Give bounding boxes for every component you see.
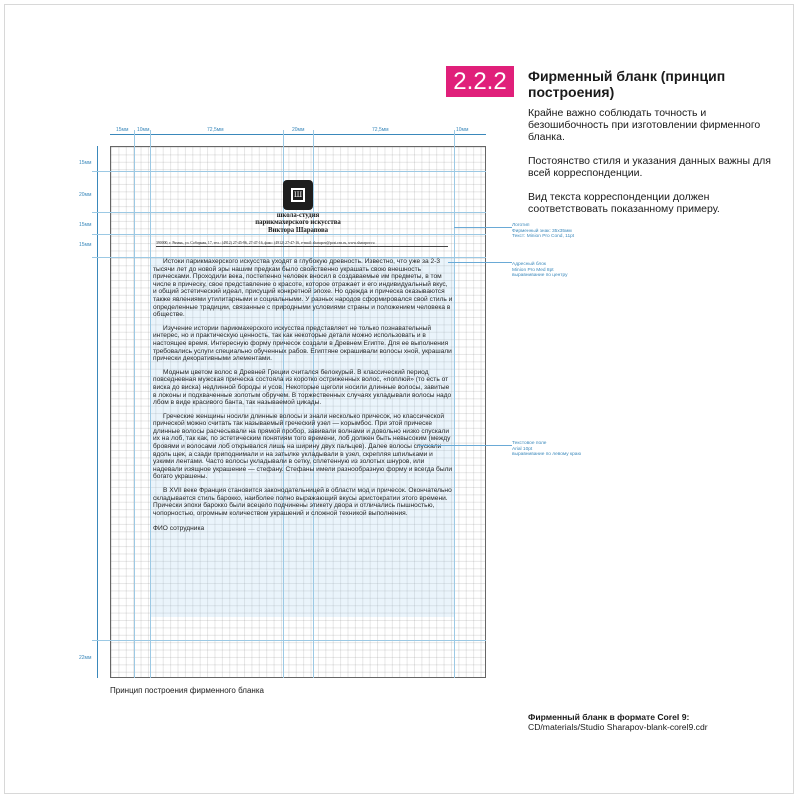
- callout-line: выравнивание по центру: [512, 273, 568, 279]
- callout-line: Адресный блок: [512, 262, 546, 267]
- figure-caption: Принцип построения фирменного бланка: [110, 686, 264, 695]
- dimension-label: 15мм: [79, 160, 92, 166]
- left-dimension-line: [97, 146, 98, 678]
- dimension-label: 20мм: [79, 192, 92, 198]
- guide-line: [92, 171, 486, 172]
- school-name-line: парикмахерского искусства: [255, 219, 341, 227]
- letter-paragraph: Истоки парикмахерского искусства уходят в глубокую древность. Известно, что уже за 2-3 тысячи лет до новой эры нашим предкам было свойственно украшать свою внешность прическами. Проходили века, постепенно человек вносил в создаваемые им предметы, в том числе в прическу, свое представление о красоте, которое отражает и его индивидуальный вкус, и общий эстетический идеал, присущий конкретной эпохе. Но одежда и прическа оказываются также явлениями утилитарными и социальными. У разных народов сформировался свой стиль и определенные традиции, связанные с природными условиями страны и положением человека в обществе.: [153, 258, 453, 319]
- dimension-label: 72,5мм: [207, 127, 224, 133]
- dimension-label: 22мм: [79, 655, 92, 661]
- callout-leader: [418, 445, 512, 446]
- description-paragraph: Постоянство стиля и указания данных важны для всей корреспонденции.: [528, 155, 771, 179]
- callout-line: Фирменный знак: 35х35мм: [512, 228, 572, 234]
- top-dimension-line: [110, 134, 486, 135]
- corel-path: CD/materials/Studio Sharapov-blank-corel9.cdr: [528, 722, 708, 732]
- dimension-label: 15мм: [79, 242, 92, 248]
- letter-paragraph: Изучение истории парикмахерского искусства представляет не только познавательный интерес, но и практическую ценность, так как некоторые детали можно использовать и в настоящее время. Интересную форму причесок создали в Древнем Египте. Для ее выполнения требовались услуги специально обученных рабов. Египтяне окрашивали волосы хной, украшали прически декоративными элементами.: [153, 324, 452, 363]
- callout-line: Arial 10pt: [512, 446, 533, 452]
- description-paragraph: Вид текста корреспонденции должен соответствовать показанному примеру.: [528, 191, 720, 215]
- school-name: [230, 212, 366, 234]
- description-paragraph: Крайне важно соблюдать точность и безошибочность при изготовлении фирменного бланка.: [528, 107, 761, 143]
- section-title: Фирменный бланк (принцип построения): [528, 68, 726, 100]
- callout-leader: [454, 227, 512, 228]
- dimension-label: 10мм: [137, 127, 150, 133]
- callout-line: Текст: Minion Pro Cond, 11pt: [512, 234, 575, 240]
- callout-line: Логотип: [512, 223, 530, 228]
- callout-address: [512, 262, 568, 279]
- address-line: 390000, г. Рязань, ул. Соборная, 17, тел.: (4912) 27-45-96, 27-47-16, факс: (4912) 27-47-16, e-mail: sharapov@post.rzn.ru, www.sharapov.ru: [156, 241, 448, 247]
- school-logo-icon: Ш: [283, 180, 313, 210]
- dimension-label: 10мм: [456, 127, 469, 133]
- signature-line: ФИО сотрудника: [153, 525, 205, 533]
- dimension-label: 72,5мм: [372, 127, 389, 133]
- guide-line: [92, 640, 486, 641]
- dimension-label: 15мм: [116, 127, 129, 133]
- section-description: [528, 107, 778, 227]
- letter-paragraph: В XVII веке Франция становится законодательницей в области мод и причесок. Окончательно складывается стиль барокко, наиболее полно выражающий вкусы аристократии этого времени. Прически эпохи барокко были всецело подчинены этикету двора и отличались пышностью, чопорностью, огромным количеством украшений и сложной техникой выполнения.: [153, 487, 452, 517]
- callout-logo: [512, 223, 574, 240]
- section-number-badge: 2.2.2: [446, 66, 514, 97]
- dimension-label: 20мм: [292, 127, 305, 133]
- letter-paragraph: Модным цветом волос в Древней Греции считался белокурый. В классический период повседневная мужская прическа состояла из коротко остриженных волос, «поплюй» (то есть от виска до виска) недлинной бороды и усов. Некоторые щеголи носили длинные волосы, завитые в локоны и подхваченные золотым обручем. В торжественных случаях укладывали волосы надо лбом в виде красивого банта, так называемой цикады.: [153, 368, 452, 407]
- callout-leader: [448, 262, 512, 263]
- school-name-line: Виктора Шарапова: [267, 226, 329, 234]
- letter-paragraph: Греческие женщины носили длинные волосы и знали несколько причесок, но классической прической можно считать так называемый греческий узел — корымбос. При этой прическе длинные волосы расчесывали на прямой пробор, завивали волнами и довольно низко спускали их на лоб, так как, по эстетическим понятиям того времени, лоб должен быть невысоким (между бровями и волосами лоб открывался лишь на ширину двух пальцев). Далее волосы спускали вдоль щек, а сзади приподнимали и на затылке укладывали в узел, скрепляя шпильками и узкими лентами. Часто волосы укладывали в сетку, сплетенную из золотых шнуров, или надевали изящное украшение — стефану. Стефаны имели разнообразную форму и всегда были богато украшены.: [153, 412, 453, 481]
- letter-body: [153, 258, 453, 539]
- callout-line: Minion Pro Med 8pt: [512, 267, 554, 273]
- corel-title: Фирменный бланк в формате Corel 9:: [528, 712, 690, 722]
- school-name-line: школа-студия: [276, 212, 320, 219]
- callout-line: Текстовое поле: [512, 441, 547, 446]
- corel-file-info: [528, 712, 708, 732]
- dimension-label: 15мм: [79, 222, 92, 228]
- callout-line: выравнивание по левому краю: [512, 452, 582, 458]
- callout-text-field: [512, 441, 581, 458]
